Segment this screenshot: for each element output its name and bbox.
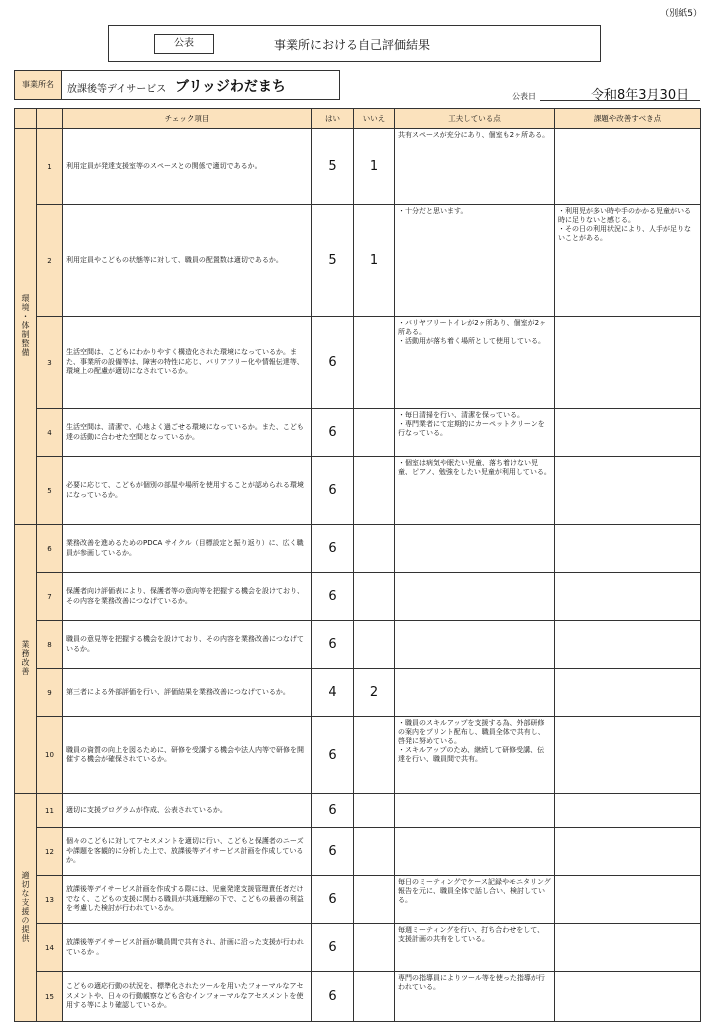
efforts-cell (395, 573, 555, 621)
efforts-cell (395, 409, 555, 457)
efforts-cell (395, 205, 555, 317)
office-type: 放課後等デイサービス (67, 84, 167, 95)
issues-cell (555, 876, 701, 924)
check-item-text: 業務改善を進めるためのPDCA サイクル（目標設定と振り返り）に、広く職員が参画しているか。 (63, 525, 312, 573)
issues-line: ・利用児が多い時や手のかかる児童がいる時に足りないと感じる。 (558, 207, 691, 225)
publish-date-label: 公表日 (512, 92, 536, 101)
no-count (354, 924, 395, 972)
efforts-line: 毎日のミーティングでケース記録やモニタリング報告を元に、職員全体で話し合い、検討している。 (398, 878, 551, 905)
office-label: 事業所名 (15, 71, 62, 99)
category-label: 業務改善 (21, 640, 30, 676)
issues-cell (555, 924, 701, 972)
check-item-text: 職員の資質の向上を図るために、研修を受講する機会や法人内等で研修を開催する機会が確保されているか。 (63, 717, 312, 794)
efforts-cell (395, 317, 555, 409)
evaluation-table (14, 108, 701, 1022)
efforts-line: ・毎日清掃を行い、清潔を保っている。 (398, 411, 524, 419)
check-item-text: 利用定員が発達支援室等のスペースとの関係で適切であるか。 (63, 129, 312, 205)
yes-count: 5 (312, 205, 354, 317)
header-efforts: 工夫している点 (395, 109, 555, 129)
title-box (108, 25, 601, 62)
issues-cell (555, 129, 701, 205)
check-item-text: 第三者による外部評価を行い、評価結果を業務改善につなげているか。 (63, 669, 312, 717)
publish-date: 令和8年3月30日 (591, 88, 690, 103)
no-count: 2 (354, 669, 395, 717)
table-row (15, 205, 701, 317)
table-row (15, 317, 701, 409)
check-item-text: こどもの適応行動の状況を、標準化されたツールを用いたフォーマルなアセスメントや、日々の行動観察なども含むインフォーマルなアセスメントを使用する等により確認しているか。 (63, 972, 312, 1022)
check-item-text: 放課後等デイサービス計画が職員間で共有され、計画に沿った支援が行われているか 。 (63, 924, 312, 972)
check-item-text: 利用定員やこどもの状態等に対して、職員の配置数は適切であるか。 (63, 205, 312, 317)
table-row (15, 794, 701, 828)
efforts-line: ・個室は病気や眠たい児童、落ち着けない児童、ピアノ、勉強をしたい児童が利用している。 (398, 459, 551, 477)
efforts-line: 毎週ミーティングを行い、打ち合わせをして、支援計画の共有をしている。 (398, 926, 545, 944)
no-count: 1 (354, 129, 395, 205)
header-yes: はい (312, 109, 354, 129)
row-number: 13 (37, 876, 63, 924)
no-count (354, 828, 395, 876)
no-count (354, 717, 395, 794)
efforts-line: ・活動用が落ち着く場所として使用している。 (398, 337, 545, 346)
category-cell (15, 129, 37, 525)
check-item-text: 必要に応じて、こどもが個別の部屋や場所を使用することが認められる環境になっているか。 (63, 457, 312, 525)
no-count (354, 409, 395, 457)
header-no: いいえ (354, 109, 395, 129)
no-count (354, 457, 395, 525)
efforts-line: ・十分だと思います。 (398, 207, 468, 215)
office-name: ブリッジわだまち (175, 79, 286, 95)
table-row (15, 457, 701, 525)
row-number: 15 (37, 972, 63, 1022)
table-row (15, 573, 701, 621)
check-item-text: 保護者向け評価表により、保護者等の意向等を把握する機会を設けており、その内容を業務改善につなげているか。 (63, 573, 312, 621)
efforts-cell (395, 129, 555, 205)
issues-cell (555, 457, 701, 525)
efforts-cell (395, 828, 555, 876)
header-category (15, 109, 37, 129)
efforts-cell (395, 972, 555, 1022)
category-cell (15, 525, 37, 794)
no-count (354, 876, 395, 924)
efforts-cell (395, 717, 555, 794)
no-count: 1 (354, 205, 395, 317)
table-header-row (15, 109, 701, 129)
issues-cell (555, 409, 701, 457)
header-number (37, 109, 63, 129)
no-count (354, 573, 395, 621)
efforts-line: ・バリヤフリートイレが2ヶ所あり、個室が2ヶ所ある。 (398, 319, 547, 337)
category-label: 適切な支援の提供 (21, 870, 30, 943)
issues-cell (555, 621, 701, 669)
check-item-text: 生活空間は、清潔で、心地よく過ごせる環境になっているか。また、こども達の活動に合わせた空間となっているか。 (63, 409, 312, 457)
row-number: 3 (37, 317, 63, 409)
no-count (354, 317, 395, 409)
row-number: 9 (37, 669, 63, 717)
yes-count: 6 (312, 828, 354, 876)
table-row (15, 129, 701, 205)
yes-count: 6 (312, 409, 354, 457)
no-count (354, 621, 395, 669)
issues-cell (555, 828, 701, 876)
yes-count: 6 (312, 573, 354, 621)
efforts-cell (395, 669, 555, 717)
office-box (14, 70, 340, 100)
issues-cell (555, 317, 701, 409)
issues-cell (555, 205, 701, 317)
issues-cell (555, 717, 701, 794)
row-number: 14 (37, 924, 63, 972)
check-item-text: 適切に支援プログラムが作成、公表されているか。 (63, 794, 312, 828)
efforts-line: ・職員のスキルアップを支援する為、外部研修の案内をプリント配布し、職員全体で共有し、啓発に努めている。 (398, 719, 545, 746)
row-number: 4 (37, 409, 63, 457)
yes-count: 5 (312, 129, 354, 205)
efforts-cell (395, 621, 555, 669)
row-number: 10 (37, 717, 63, 794)
table-row (15, 717, 701, 794)
efforts-cell (395, 794, 555, 828)
row-number: 6 (37, 525, 63, 573)
row-number: 1 (37, 129, 63, 205)
table-row (15, 972, 701, 1022)
row-number: 7 (37, 573, 63, 621)
yes-count: 6 (312, 924, 354, 972)
row-number: 8 (37, 621, 63, 669)
row-number: 5 (37, 457, 63, 525)
yes-count: 6 (312, 621, 354, 669)
row-number: 11 (37, 794, 63, 828)
header-check-item: チェック項目 (63, 109, 312, 129)
header-issues: 課題や改善すべき点 (555, 109, 701, 129)
table-row (15, 621, 701, 669)
no-count (354, 972, 395, 1022)
yes-count: 4 (312, 669, 354, 717)
efforts-cell (395, 457, 555, 525)
yes-count: 6 (312, 876, 354, 924)
check-item-text: 生活空間は、こどもにわかりやすく構造化された環境になっているか。また、事業所の設備等は、障害の特性に応じ、バリアフリー化や情報伝達等、環境上の配慮が適切になされているか。 (63, 317, 312, 409)
yes-count: 6 (312, 794, 354, 828)
table-row (15, 669, 701, 717)
row-number: 12 (37, 828, 63, 876)
row-number: 2 (37, 205, 63, 317)
table-row (15, 409, 701, 457)
efforts-line: ・専門業者にて定期的にカーペットクリーンを行なっている。 (398, 420, 545, 438)
no-count (354, 794, 395, 828)
yes-count: 6 (312, 972, 354, 1022)
efforts-cell (395, 876, 555, 924)
table-row (15, 876, 701, 924)
efforts-cell (395, 924, 555, 972)
efforts-line: 共有スペースが充分にあり、個室も2ヶ所ある。 (398, 131, 550, 139)
table-row (15, 828, 701, 876)
issues-cell (555, 669, 701, 717)
yes-count: 6 (312, 457, 354, 525)
category-label: 環境・体制整備 (21, 294, 30, 357)
efforts-line: 専門の指導員によりツール等を使った指導が行われている。 (398, 974, 545, 992)
issues-cell (555, 525, 701, 573)
page-title: 事業所における自己評価結果 (274, 38, 431, 52)
annex-label: （別紙5） (660, 9, 702, 19)
yes-count: 6 (312, 525, 354, 573)
table-row (15, 924, 701, 972)
category-cell (15, 794, 37, 1022)
yes-count: 6 (312, 317, 354, 409)
issues-line: ・その日の利用状況により、人手が足りないことがある。 (558, 225, 691, 243)
check-item-text: 放課後等デイサービス計画を作成する際には、児童発達支援管理責任者だけでなく、こどもの支援に関わる職員が共通理解の下で、こどもの最善の利益を考慮した検討が行われているか。 (63, 876, 312, 924)
table-row (15, 525, 701, 573)
issues-cell (555, 972, 701, 1022)
yes-count: 6 (312, 717, 354, 794)
efforts-cell (395, 525, 555, 573)
check-item-text: 職員の意見等を把握する機会を設けており、その内容を業務改善につなげているか。 (63, 621, 312, 669)
public-badge: 公表 (154, 34, 214, 54)
issues-cell (555, 573, 701, 621)
efforts-line: ・スキルアップのため、継続して研修受講、伝達を行い、職員間で共有。 (398, 746, 545, 764)
check-item-text: 個々のこどもに対してアセスメントを適切に行い、こどもと保護者のニーズや課題を客観的に分析した上で、放課後等デイサービス計画を作成しているか。 (63, 828, 312, 876)
no-count (354, 525, 395, 573)
issues-cell (555, 794, 701, 828)
